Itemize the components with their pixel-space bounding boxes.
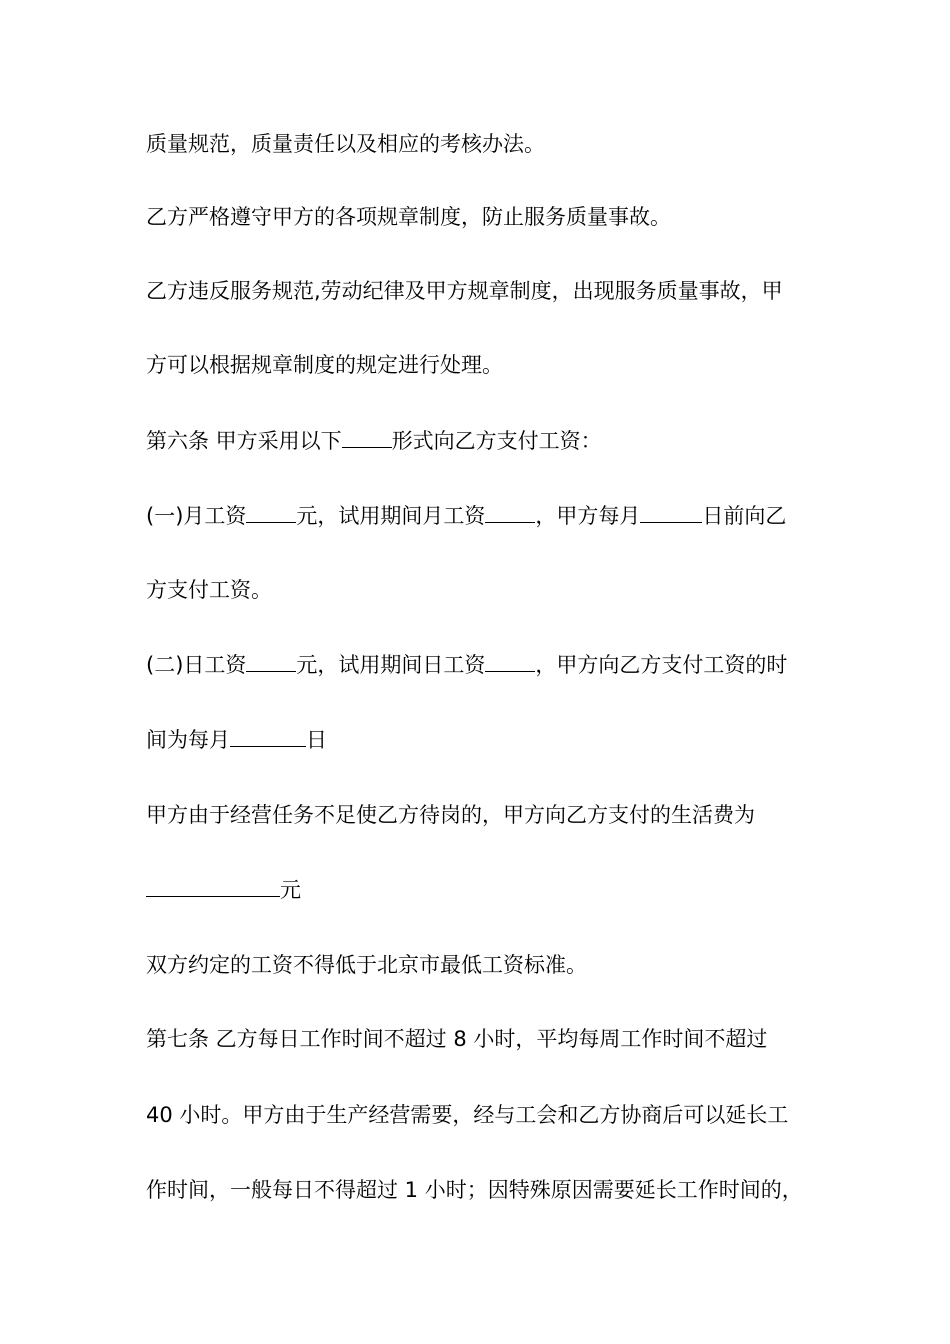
text-line: 40 小时。甲方由于生产经营需要，经与工会和乙方协商后可以延长工 <box>146 1103 789 1127</box>
text-line: 乙方违反服务规范,劳动纪律及甲方规章制度，出现服务质量事故，甲 <box>146 279 783 303</box>
text-line: 作时间，一般每日不得超过 1 小时；因特殊原因需要延长工作时间的， <box>146 1178 803 1202</box>
article-6-intro <box>146 427 602 455</box>
monthly-wage-text: ，甲方每月 <box>535 504 641 528</box>
daily-wage-text: 日 <box>306 728 327 752</box>
monthly-wage-blank[interactable] <box>246 504 296 523</box>
daily-wage-text: ，甲方向乙方支付工资的时 <box>535 653 788 677</box>
text-line: 质量规范，质量责任以及相应的考核办法。 <box>146 132 545 156</box>
text-line: 方支付工资。 <box>146 578 272 602</box>
monthly-wage-label: (一)月工资 <box>146 504 247 528</box>
standby-allowance-blank[interactable] <box>146 878 280 897</box>
blank-field[interactable] <box>342 429 392 448</box>
payday-blank[interactable] <box>640 504 702 523</box>
daily-wage-blank[interactable] <box>246 653 296 672</box>
daily-wage-label: (二)日工资 <box>146 653 247 677</box>
text-line: 方可以根据规章制度的规定进行处理。 <box>146 353 503 377</box>
monthly-wage-text: 元，试用期间月工资 <box>296 504 486 528</box>
article-6-intro-post: 形式向乙方支付工资： <box>391 429 602 453</box>
probation-daily-wage-blank[interactable] <box>485 653 535 672</box>
probation-monthly-wage-blank[interactable] <box>485 504 535 523</box>
monthly-wage-line <box>146 502 786 530</box>
text-line: 甲方由于经营任务不足使乙方待岗的，甲方向乙方支付的生活费为 <box>146 803 755 827</box>
text-line: 双方约定的工资不得低于北京市最低工资标准。 <box>146 953 587 977</box>
text-line: 第七条 乙方每日工作时间不超过 8 小时，平均每周工作时间不超过 <box>146 1027 768 1051</box>
standby-unit: 元 <box>280 878 301 902</box>
monthly-wage-text: 日前向乙 <box>702 504 787 528</box>
daily-wage-text: 元，试用期间日工资 <box>296 653 486 677</box>
daily-wage-text: 间为每月 <box>146 728 230 752</box>
daily-payday-blank[interactable] <box>230 728 306 747</box>
article-6-intro-pre: 第六条 甲方采用以下 <box>146 429 342 453</box>
standby-allowance-line <box>146 876 301 904</box>
daily-wage-cont-line <box>146 726 327 754</box>
daily-wage-line <box>146 651 787 679</box>
text-line: 乙方严格遵守甲方的各项规章制度，防止服务质量事故。 <box>146 205 671 229</box>
